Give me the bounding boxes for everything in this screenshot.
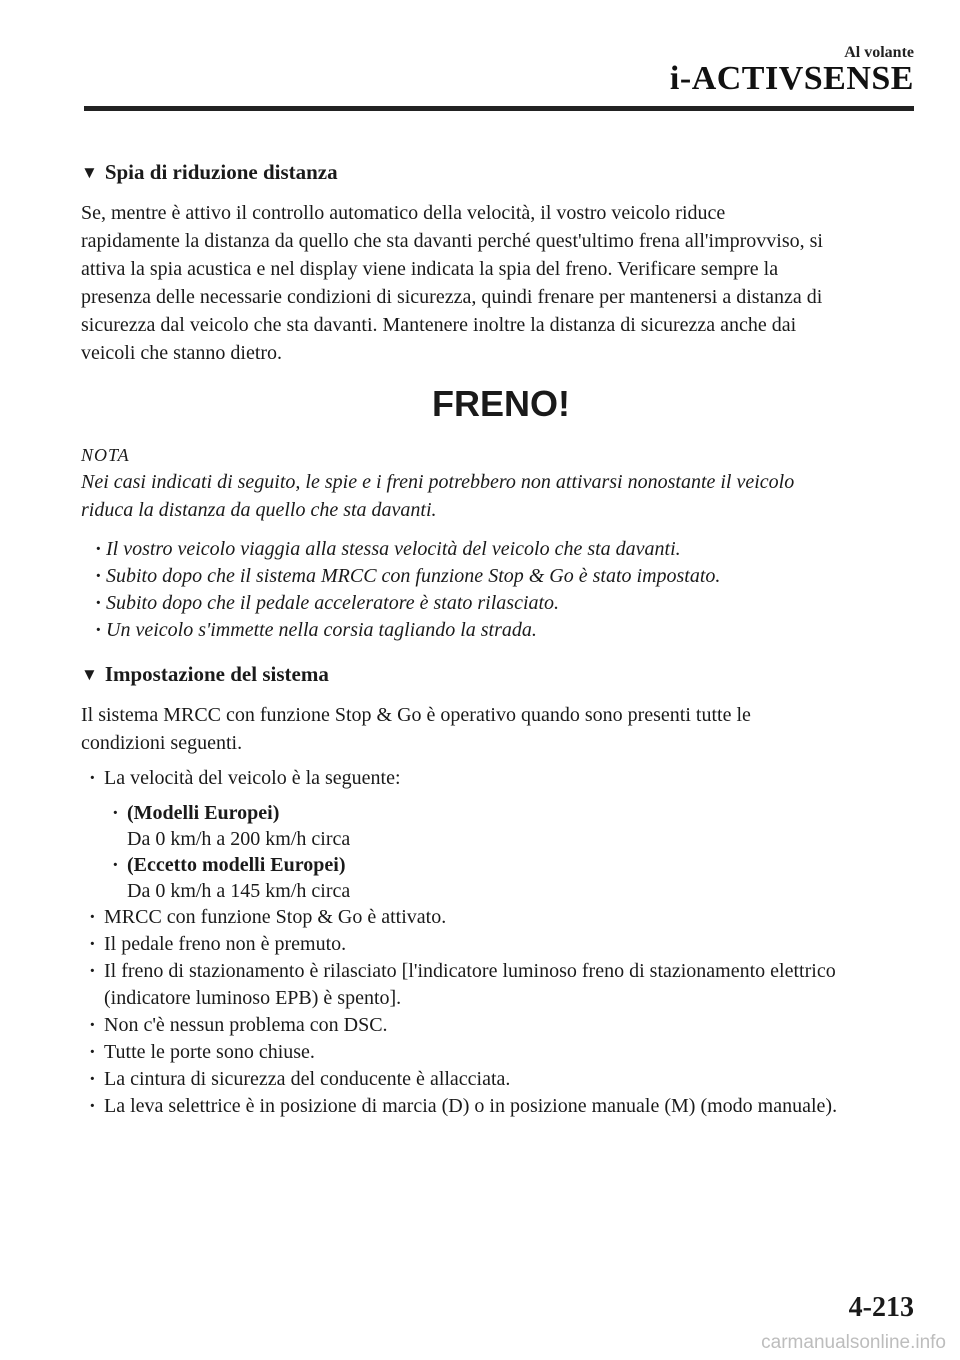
line: veicoli che stanno dietro. — [81, 342, 283, 364]
conditions-list — [89, 765, 921, 1120]
list-item: · Il freno di stazionamento è rilasciato [l'indicatore luminoso freno di stazionamento elettrico (indicatore luminoso EPB) è spento]. — [89, 958, 921, 1012]
line: sicurezza dal veicolo che sta davanti. Mantenere inoltre la distanza di sicurezza anche dai — [81, 314, 797, 336]
list-item: · La leva selettrice è in posizione di marcia (D) o in posizione manuale (M) (modo manuale). — [89, 1093, 921, 1120]
line: presenza delle necessarie condizioni di sicurezza, quindi frenare per mantenersi a distanza di — [81, 286, 823, 308]
header-rule — [84, 106, 914, 111]
list-item: · Il pedale freno non è premuto. — [89, 931, 921, 958]
triangle-down-icon: ▼ — [81, 664, 98, 684]
line: Nei casi indicati di seguito, le spie e i freni potrebbero non attivarsi nonostante il veicolo — [81, 471, 795, 493]
line: Il sistema MRCC con funzione Stop & Go è operativo quando sono presenti tutte le — [81, 704, 751, 726]
line: rapidamente la distanza da quello che sta davanti perché quest'ultimo frena all'improvviso, si — [81, 230, 823, 252]
nota-label: NOTA — [81, 445, 130, 465]
line: Se, mentre è attivo il controllo automatico della velocità, il vostro veicolo riduce — [81, 202, 726, 224]
watermark-text: carmanualsonline.info — [761, 1332, 946, 1353]
sublist-item-title: (Modelli Europei) — [127, 802, 280, 824]
sublist-item — [112, 852, 921, 904]
sublist-item-title: (Eccetto modelli Europei) — [127, 854, 346, 876]
page-content — [81, 160, 921, 1120]
section-heading-text: Impostazione del sistema — [104, 662, 329, 686]
line: riduca la distanza da quello che sta davanti. — [81, 499, 437, 521]
header-title: i-ACTIVSENSE — [669, 60, 914, 97]
list-item: · Un veicolo s'immette nella corsia tagliando la strada. — [95, 617, 921, 644]
nota-text — [81, 468, 921, 524]
paragraph-spia — [81, 199, 921, 367]
sublist-item-text: Da 0 km/h a 145 km/h circa — [127, 880, 351, 902]
page-number: 4-213 — [848, 1292, 914, 1323]
list-item-text: La velocità del veicolo è la seguente: — [104, 767, 401, 789]
section-heading-spia — [81, 160, 921, 185]
paragraph-impostazione — [81, 701, 921, 757]
speed-sublist — [112, 800, 921, 904]
list-item: · Non c'è nessun problema con DSC. — [89, 1012, 921, 1039]
nota-list — [95, 536, 921, 644]
header-section: Al volante — [844, 44, 914, 61]
display-freno-text: FRENO! — [432, 383, 570, 424]
list-item-speed — [89, 765, 921, 904]
list-item: · Subito dopo che il sistema MRCC con funzione Stop & Go è stato impostato. — [95, 563, 921, 590]
line: attiva la spia acustica e nel display viene indicata la spia del freno. Verificare sempre la — [81, 258, 779, 280]
list-item: · MRCC con funzione Stop & Go è attivato. — [89, 904, 921, 931]
list-item: · La cintura di sicurezza del conducente è allacciata. — [89, 1066, 921, 1093]
list-item: · Il vostro veicolo viaggia alla stessa velocità del veicolo che sta davanti. — [95, 536, 921, 563]
list-item: · Tutte le porte sono chiuse. — [89, 1039, 921, 1066]
section-heading-impostazione — [81, 662, 921, 687]
section-heading-text: Spia di riduzione distanza — [104, 160, 338, 184]
line: condizioni seguenti. — [81, 732, 243, 754]
sublist-item — [112, 800, 921, 852]
triangle-down-icon: ▼ — [81, 162, 98, 182]
list-item: · Subito dopo che il pedale acceleratore è stato rilasciato. — [95, 590, 921, 617]
sublist-item-text: Da 0 km/h a 200 km/h circa — [127, 828, 351, 850]
